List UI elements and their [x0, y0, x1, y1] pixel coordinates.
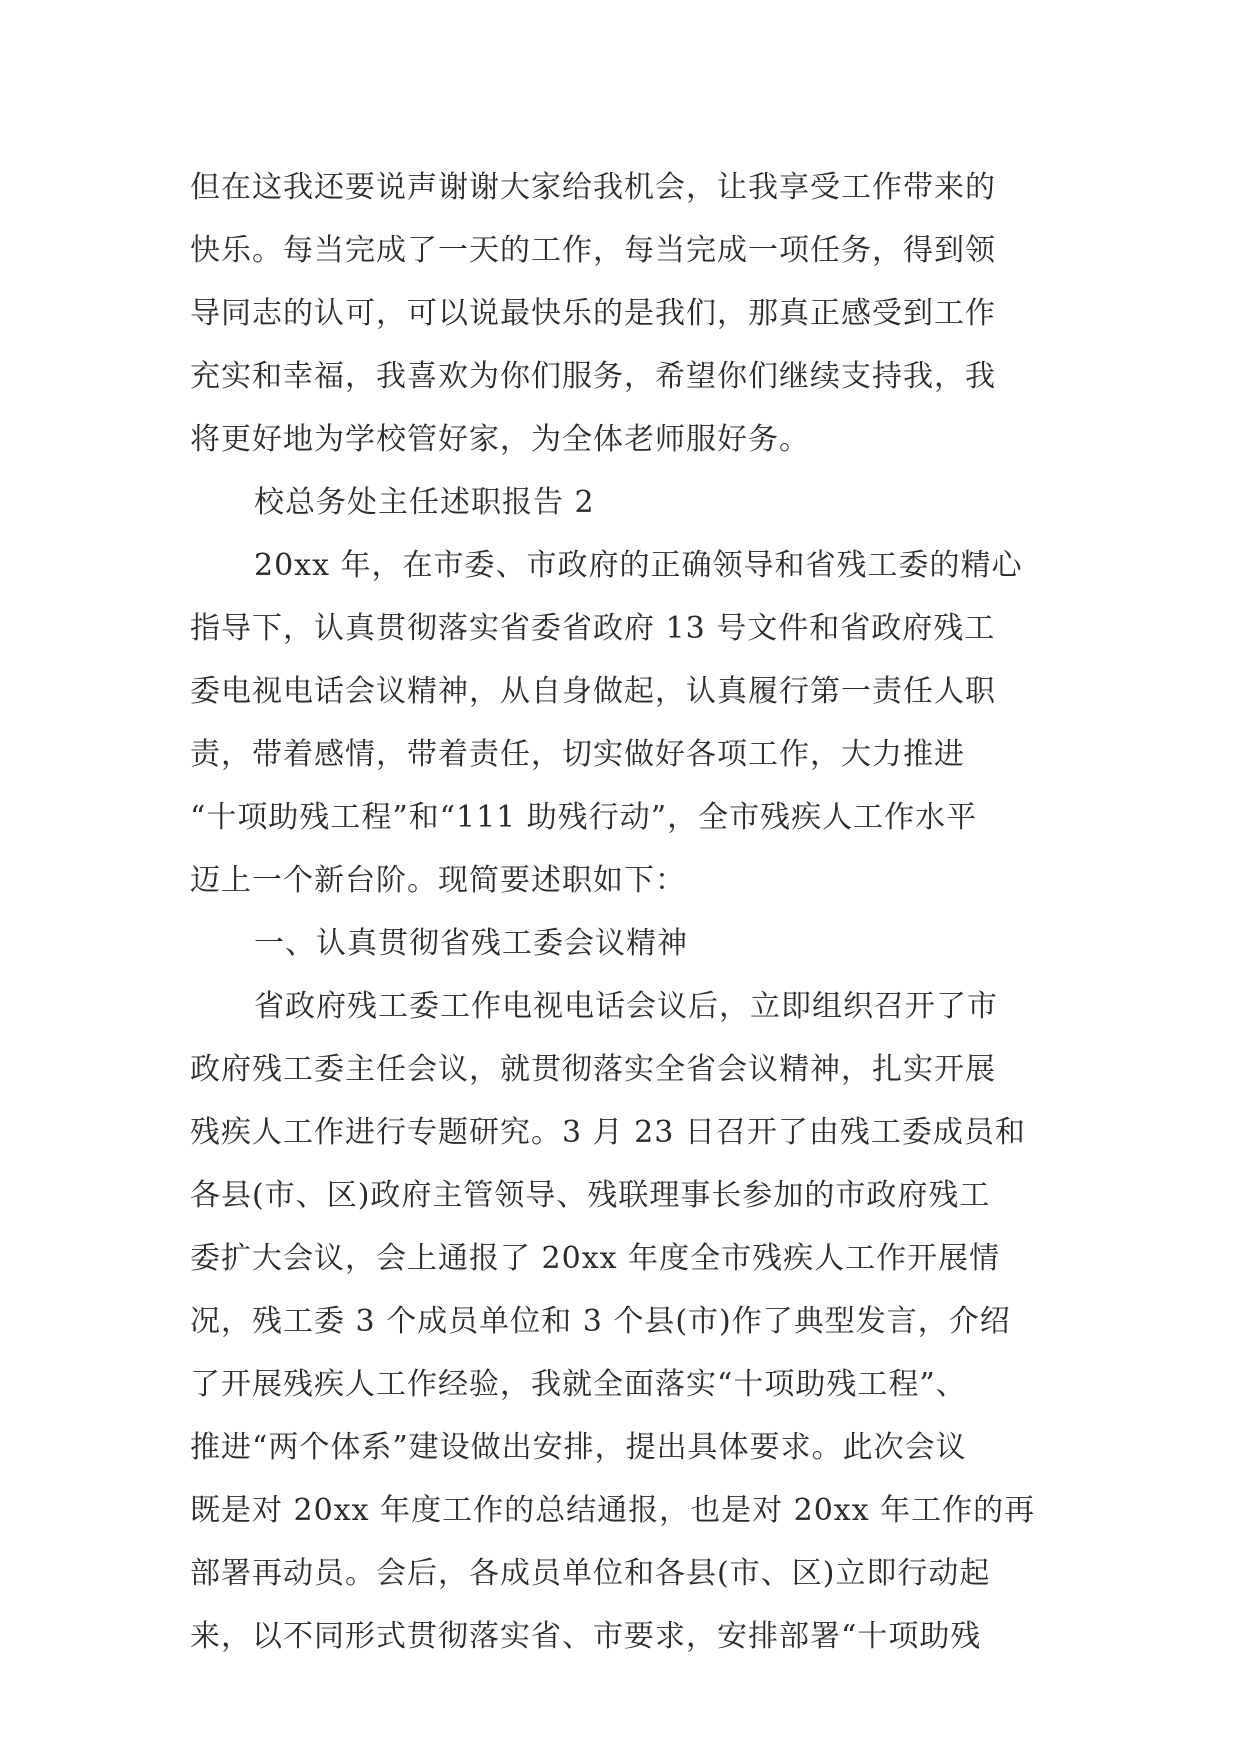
text-line: 各县(市、区)政府主管领导、残联理事长参加的市政府残工: [190, 1178, 991, 1213]
text-line: 既是对 20xx 年度工作的总结通报，也是对 20xx 年工作的再: [190, 1493, 1036, 1528]
text-line: 责，带着感情，带着责任，切实做好各项工作，大力推进: [190, 737, 965, 772]
text-line: 导同志的认可，可以说最快乐的是我们，那真正感受到工作: [190, 296, 996, 331]
text-line: 推进“两个体系”建设做出安排，提出具体要求。此次会议: [190, 1430, 967, 1465]
body-text: [190, 156, 1050, 1668]
text-line: “十项助残工程”和“111 助残行动”，全市残疾人工作水平: [190, 800, 978, 835]
text-line: 了开展残疾人工作经验，我就全面落实“十项助残工程”、: [190, 1367, 967, 1402]
text-line: 将更好地为学校管好家，为全体老师服好务。: [190, 422, 810, 457]
text-line: 省政府残工委工作电视电话会议后，立即组织召开了市: [254, 989, 998, 1024]
text-line: 委电视电话会议精神，从自身做起，认真履行第一责任人职: [190, 674, 996, 709]
text-line: 指导下，认真贯彻落实省委省政府 13 号文件和省政府残工: [190, 611, 996, 646]
text-line: 政府残工委主任会议，就贯彻落实全省会议精神，扎实开展: [190, 1052, 996, 1087]
text-line: 委扩大会议，会上通报了 20xx 年度全市残疾人工作开展情: [190, 1241, 1001, 1276]
text-line: 充实和幸福，我喜欢为你们服务，希望你们继续支持我，我: [190, 359, 996, 394]
text-line: 一、认真贯彻省残工委会议精神: [254, 926, 688, 961]
text-line: 迈上一个新台阶。现简要述职如下：: [190, 863, 686, 898]
text-line: 20xx 年，在市委、市政府的正确领导和省残工委的精心: [254, 548, 1023, 583]
text-line: 校总务处主任述职报告 2: [254, 485, 595, 520]
text-line: 但在这我还要说声谢谢大家给我机会，让我享受工作带来的: [190, 170, 996, 205]
text-line: 况，残工委 3 个成员单位和 3 个县(市)作了典型发言，介绍: [190, 1304, 1011, 1339]
text-line: 快乐。每当完成了一天的工作，每当完成一项任务，得到领: [190, 233, 996, 268]
text-line: 来，以不同形式贯彻落实省、市要求，安排部署“十项助残: [190, 1619, 982, 1654]
text-line: 残疾人工作进行专题研究。3 月 23 日召开了由残工委成员和: [190, 1115, 1026, 1150]
text-line: 部署再动员。会后，各成员单位和各县(市、区)立即行动起: [190, 1556, 991, 1591]
